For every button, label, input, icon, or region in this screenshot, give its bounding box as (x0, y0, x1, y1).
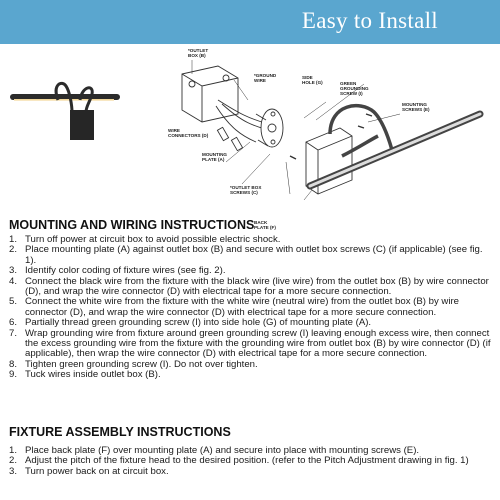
label-back-plate: BACK PLATE (F) (254, 220, 276, 230)
label-wire-connectors: WIRE CONNECTORS (D) (168, 128, 209, 138)
section-heading-mounting-wiring: MOUNTING AND WIRING INSTRUCTIONS (9, 218, 255, 232)
step-item: 3. Identify color coding of fixture wires (see fig. 2). (9, 265, 226, 277)
step-item: 6. Partially thread green grounding screw (I) into side hole (G) of mounting plate (A). (9, 317, 372, 329)
section-heading-fixture-assembly: FIXTURE ASSEMBLY INSTRUCTIONS (9, 425, 231, 439)
step-item: 8. Tighten green grounding screw (I). Do not over tighten. (9, 358, 258, 370)
label-ground-wire: *GROUND WIRE (254, 73, 277, 83)
label-outlet-box-screws: *OUTLET BOX SCREWS (C) (230, 185, 262, 195)
outlet-box (182, 66, 238, 122)
step-item: 2. Place mounting plate (A) against outlet box (B) and secure with outlet box screws (C) (if applicable) (see fig. 1). (9, 244, 483, 266)
label-mounting-plate: MOUNTING PLATE (A) (202, 152, 228, 162)
step-item: 2. Adjust the pitch of the fixture head to the desired position. (refer to the Pitch Adjustment drawing in fig. 1) (9, 455, 469, 467)
lamp-backplate (70, 110, 94, 140)
label-mounting-screws: MOUNTING SCREWS (E) (402, 102, 430, 112)
header-banner (0, 0, 500, 44)
mounting-plate (261, 109, 283, 147)
label-side-hole: SIDE HOLE (G) (302, 75, 323, 85)
step-item: 3. Turn power back on at circuit box. (9, 465, 169, 477)
lamp-glow (14, 99, 114, 101)
banner-title: Easy to Install (301, 8, 438, 33)
step-item: 9. Tuck wires inside outlet box (B). (9, 369, 161, 381)
fixture-assembly-steps (9, 446, 495, 477)
step-item: 4. Connect the black wire from the fixture with the black wire (live wire) from the outlet box (B) by wire connector (D), and wrap the wire connector (D) with electrical tape for a more secure connection. (9, 275, 489, 298)
mounting-wiring-steps (9, 235, 495, 381)
step-item: 7. Wrap grounding wire from fixture around green grounding screw (I) leaving enough excess wire, then connect the excess grounding wire from the fixture with the grounding wire from outlet box (B) by wire connector (D) (if applicable), then wrap the wire connector (D) with electrical tape for a more secure connection. (9, 327, 491, 360)
label-outlet-box: *OUTLET BOX (B) (188, 48, 209, 58)
wire-connector (217, 127, 228, 140)
step-item: 1. Turn off power at circuit box to avoid possible electric shock. (9, 234, 281, 245)
step-item: 1. Place back plate (F) over mounting plate (A) and secure into place with mounting screws (E). (9, 445, 420, 456)
label-green-grounding-screw: GREEN GROUNDING SCREW (I) (340, 81, 369, 96)
step-item: 5. Connect the white wire from the fixture with the white wire (neutral wire) from the outlet box (B) by wire connector (D), and wrap the wire connector (D) with electrical tape for a more secure connection. (9, 296, 460, 318)
product-photo (0, 44, 130, 174)
